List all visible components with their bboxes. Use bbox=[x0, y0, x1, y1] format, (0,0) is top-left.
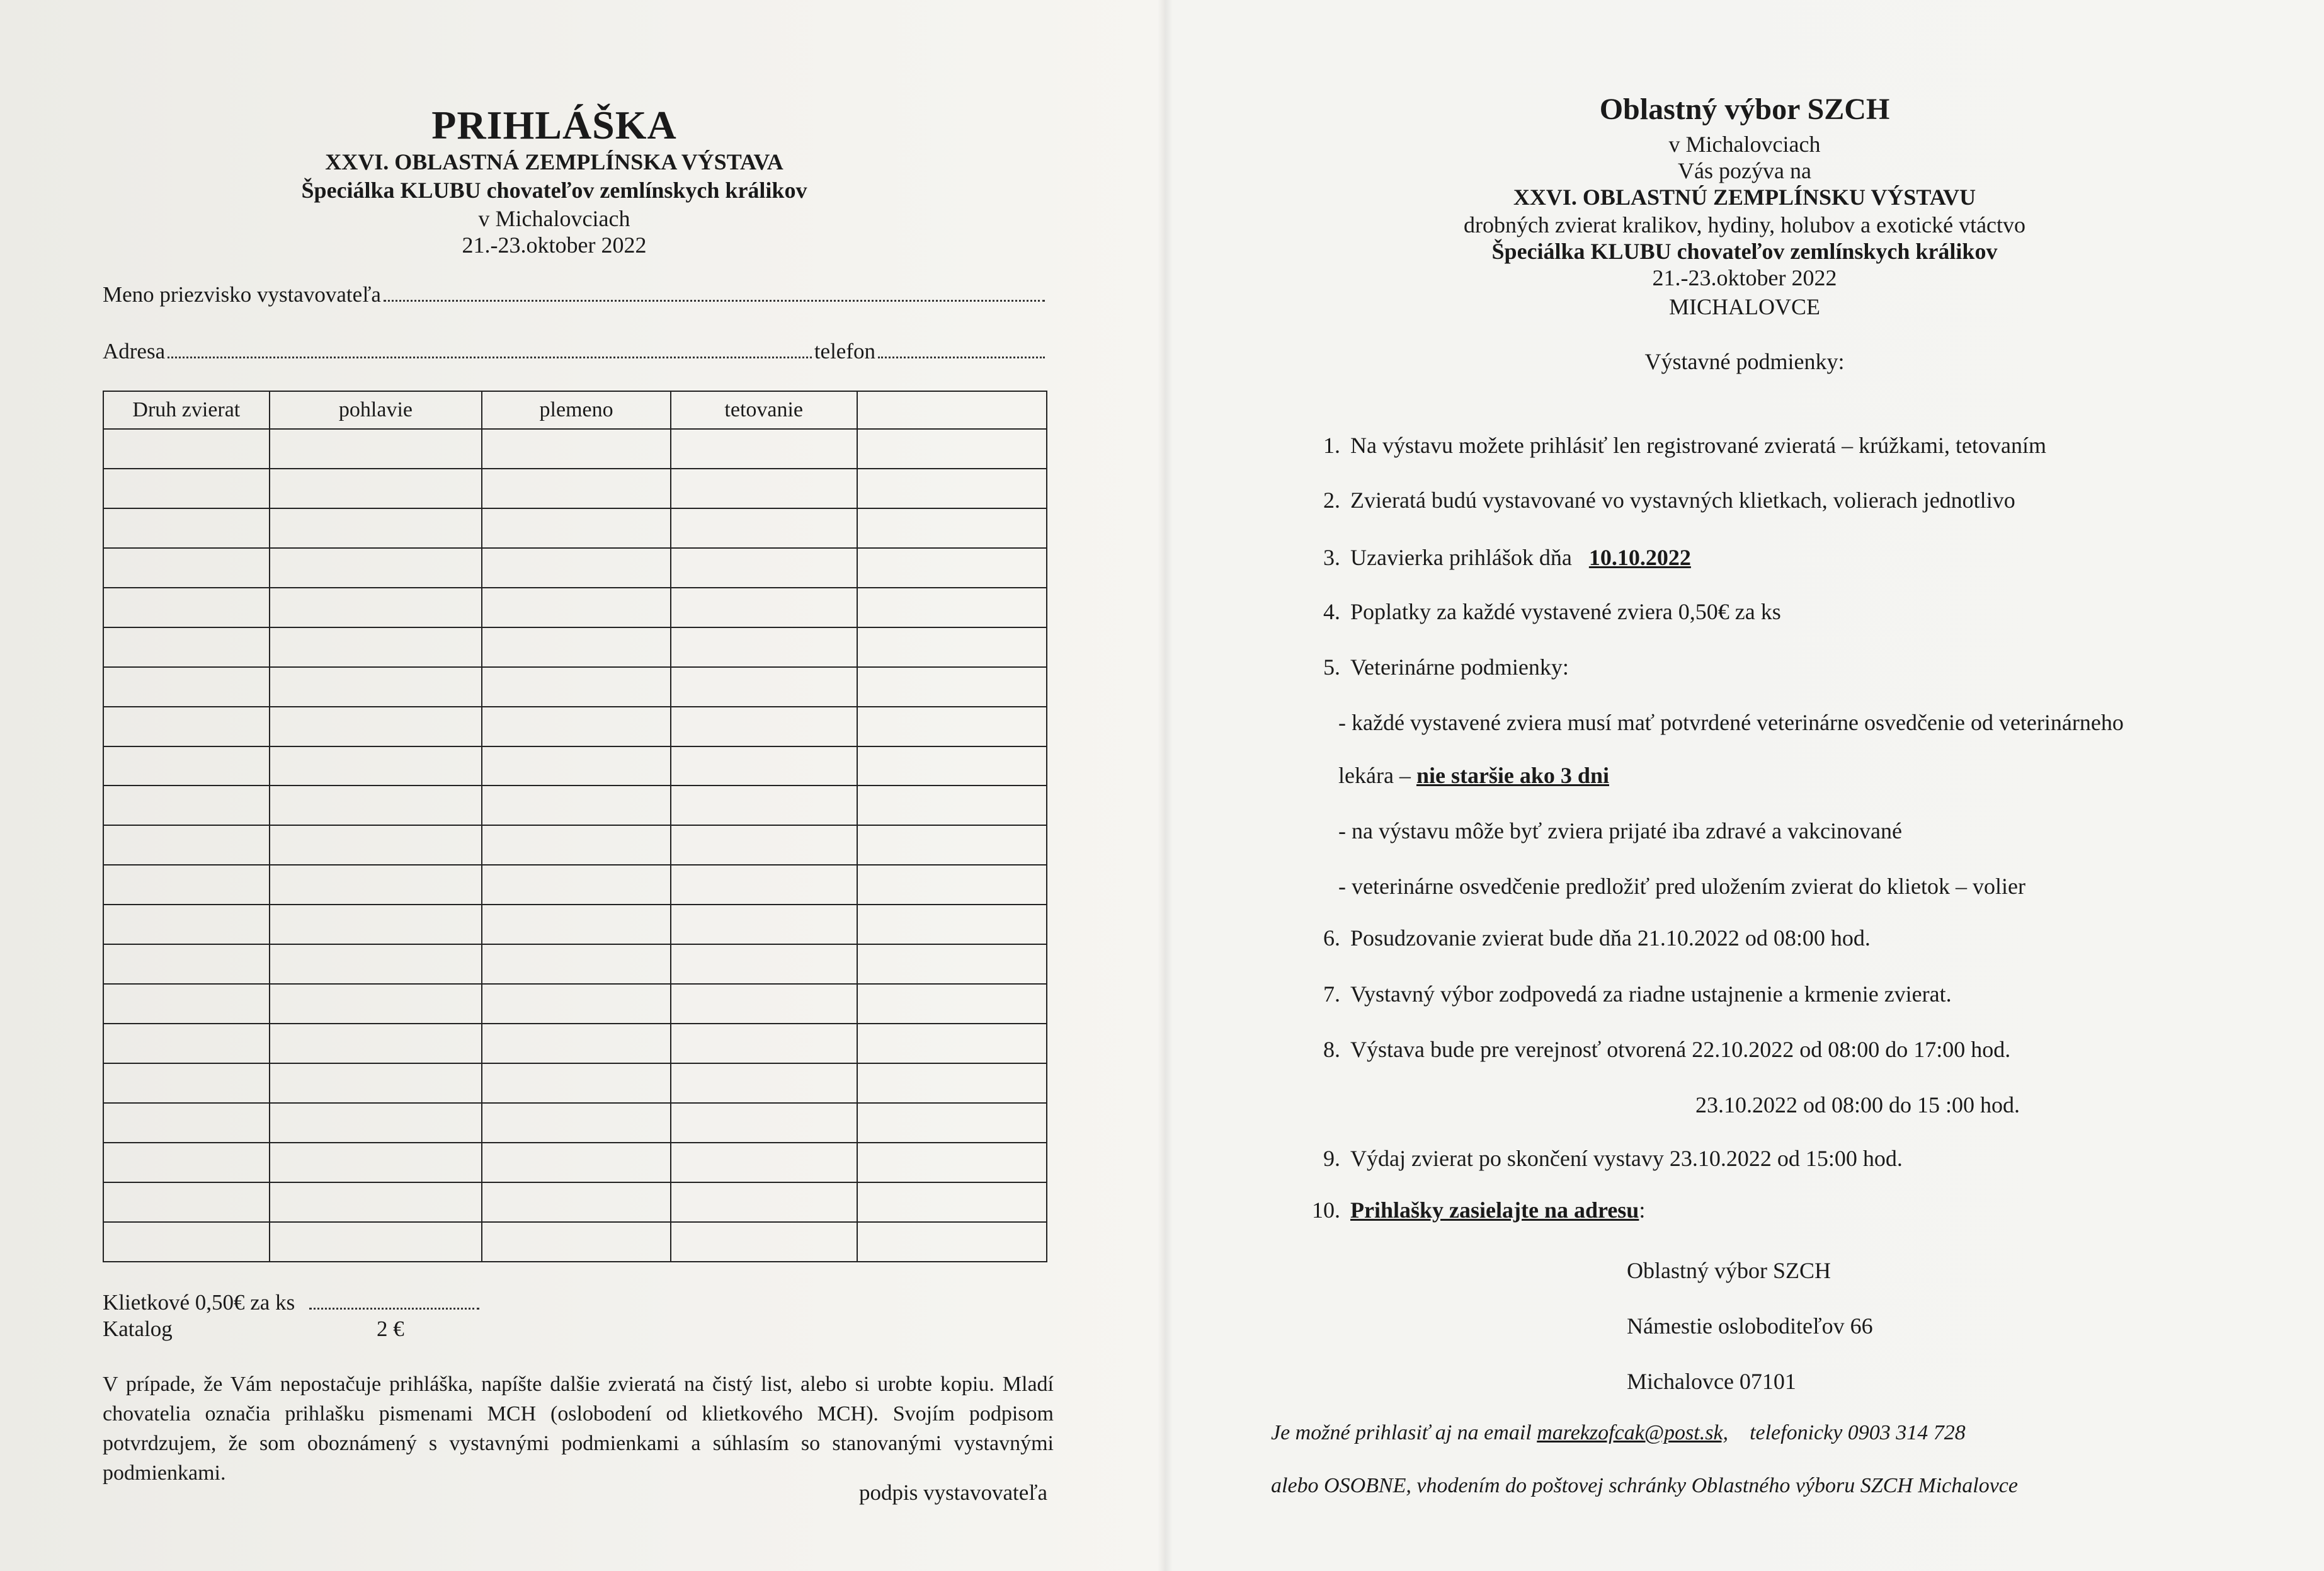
condition-2: 2. Zvieratá budú vystavované vo vystavných klietkach, volierach jednotlivo bbox=[1323, 488, 2015, 513]
table-cell[interactable] bbox=[103, 1143, 270, 1182]
condition-9: 9. Výdaj zvierat po skončení vystavy 23.10.2022 od 15:00 hod. bbox=[1323, 1146, 1903, 1171]
table-row bbox=[103, 1103, 1047, 1143]
table-cell[interactable] bbox=[671, 786, 857, 825]
invitation-event-desc: drobných zvierat kralikov, hydiny, holubov a exotické vtáctvo bbox=[1463, 212, 2026, 237]
table-cell[interactable] bbox=[270, 825, 482, 865]
invitation-location: v Michalovciach bbox=[1668, 132, 1821, 157]
address-dotted-line[interactable] bbox=[168, 350, 812, 358]
table-cell[interactable] bbox=[482, 746, 671, 786]
table-cell[interactable] bbox=[857, 627, 1047, 667]
table-cell[interactable] bbox=[671, 1182, 857, 1222]
table-row bbox=[103, 825, 1047, 865]
table-cell[interactable] bbox=[857, 905, 1047, 944]
table-cell[interactable] bbox=[103, 944, 270, 984]
table-cell[interactable] bbox=[671, 825, 857, 865]
deadline-date: 10.10.2022 bbox=[1588, 545, 1691, 570]
certificate-age-limit: nie staršie ako 3 dni bbox=[1416, 763, 1609, 788]
table-cell[interactable] bbox=[103, 786, 270, 825]
table-cell[interactable] bbox=[671, 984, 857, 1024]
table-cell[interactable] bbox=[482, 944, 671, 984]
address-field[interactable] bbox=[103, 339, 1047, 364]
table-cell[interactable] bbox=[671, 1024, 857, 1063]
table-row bbox=[103, 627, 1047, 667]
table-cell[interactable] bbox=[482, 1024, 671, 1063]
table-cell[interactable] bbox=[270, 548, 482, 588]
form-note: V prípade, že Vám nepostačuje prihláška, napíšte dalšie zvieratá na čistý list, alebo si urobte kopiu. Mladí chovatelia označia prihlašku pismenami MCH (oslobodení od klietkového MCH). Svojím podpisom potvrdzujem, že som oboznámený s vystavnými podmienkami a súhlasím so stanovanými vystavnými podmienkami. bbox=[103, 1373, 1054, 1485]
condition-4: 4. Poplatky za každé vystavené zviera 0,50€ za ks bbox=[1323, 599, 1781, 624]
cage-fee-dotted-line[interactable] bbox=[309, 1308, 479, 1310]
catalog-label: Katalog bbox=[103, 1317, 173, 1341]
table-cell[interactable] bbox=[103, 865, 270, 905]
col-header-tattoo: tetovanie bbox=[671, 391, 857, 429]
table-cell[interactable] bbox=[857, 944, 1047, 984]
condition-10: 10. Prihlašky zasielajte na adresu: bbox=[1312, 1197, 1646, 1223]
table-row bbox=[103, 667, 1047, 707]
table-cell[interactable] bbox=[270, 429, 482, 469]
table-cell[interactable] bbox=[103, 905, 270, 944]
invitation-invite: Vás pozýva na bbox=[1678, 158, 1811, 183]
form-subtitle: XXVI. OBLASTNÁ ZEMPLÍNSKA VÝSTAVA bbox=[325, 149, 783, 174]
phone-text: telefonicky 0903 314 728 bbox=[1750, 1421, 1966, 1444]
table-cell[interactable] bbox=[671, 588, 857, 627]
condition-7: 7. Vystavný výbor zodpovedá za riadne ustajnenie a krmenie zvierat. bbox=[1323, 981, 1952, 1007]
cage-fee-line bbox=[103, 1290, 479, 1315]
table-cell[interactable] bbox=[671, 1063, 857, 1103]
conditions-heading: Výstavné podmienky: bbox=[1644, 349, 1845, 374]
table-cell[interactable] bbox=[103, 508, 270, 548]
table-row bbox=[103, 1024, 1047, 1063]
table-cell[interactable] bbox=[270, 1103, 482, 1143]
table-cell[interactable] bbox=[482, 627, 671, 667]
table-cell[interactable] bbox=[270, 1024, 482, 1063]
table-cell[interactable] bbox=[671, 429, 857, 469]
table-cell[interactable] bbox=[857, 984, 1047, 1024]
invitation-special: Špeciálka KLUBU chovateľov zemlínskych králikov bbox=[1491, 239, 1998, 264]
address-line-3: Michalovce 07101 bbox=[1627, 1369, 1796, 1394]
table-cell[interactable] bbox=[103, 1103, 270, 1143]
table-cell[interactable] bbox=[671, 548, 857, 588]
table-cell[interactable] bbox=[270, 508, 482, 548]
invitation-title: Oblastný výbor SZCH bbox=[1599, 93, 1890, 126]
table-cell[interactable] bbox=[270, 1222, 482, 1262]
table-cell[interactable] bbox=[482, 707, 671, 746]
table-cell[interactable] bbox=[482, 1143, 671, 1182]
table-cell[interactable] bbox=[482, 429, 671, 469]
table-cell[interactable] bbox=[857, 429, 1047, 469]
table-cell[interactable] bbox=[482, 865, 671, 905]
catalog-line bbox=[103, 1317, 404, 1342]
table-cell[interactable] bbox=[103, 1182, 270, 1222]
table-cell[interactable] bbox=[482, 984, 671, 1024]
table-cell[interactable] bbox=[857, 548, 1047, 588]
table-cell[interactable] bbox=[270, 667, 482, 707]
table-cell[interactable] bbox=[857, 1103, 1047, 1143]
table-cell[interactable] bbox=[270, 469, 482, 508]
phone-dotted-line[interactable] bbox=[878, 350, 1045, 358]
table-cell[interactable] bbox=[857, 588, 1047, 627]
table-cell[interactable] bbox=[270, 1182, 482, 1222]
table-row bbox=[103, 508, 1047, 548]
table-cell[interactable] bbox=[671, 1143, 857, 1182]
table-cell[interactable] bbox=[103, 1024, 270, 1063]
table-cell[interactable] bbox=[857, 667, 1047, 707]
table-cell[interactable] bbox=[671, 707, 857, 746]
form-date: 21.-23.oktober 2022 bbox=[462, 232, 647, 258]
email-link[interactable]: marekzofcak@post.sk, bbox=[1537, 1421, 1729, 1444]
address-label: Adresa bbox=[103, 339, 166, 363]
table-cell[interactable] bbox=[671, 1222, 857, 1262]
table-cell[interactable] bbox=[482, 1222, 671, 1262]
condition-8-second-day: 23.10.2022 od 08:00 do 15 :00 hod. bbox=[1695, 1092, 2020, 1117]
table-cell[interactable] bbox=[103, 429, 270, 469]
table-cell[interactable] bbox=[857, 1143, 1047, 1182]
address-line-1: Oblastný výbor SZCH bbox=[1627, 1258, 1831, 1283]
invitation-city: MICHALOVCE bbox=[1669, 294, 1820, 319]
table-row bbox=[103, 429, 1047, 469]
table-cell[interactable] bbox=[857, 1182, 1047, 1222]
table-cell[interactable] bbox=[103, 746, 270, 786]
form-special-club: Špeciálka KLUBU chovateľov zemlínskych králikov bbox=[301, 178, 807, 203]
condition-5a: - každé vystavené zviera musí mať potvrdené veterinárne osvedčenie od veterinárneho bbox=[1338, 710, 2124, 735]
table-cell[interactable] bbox=[671, 1103, 857, 1143]
table-cell[interactable] bbox=[857, 1024, 1047, 1063]
condition-1: 1. Na výstavu možete prihlásiť len registrované zvieratá – krúžkami, tetovaním bbox=[1323, 433, 2046, 458]
invitation-event: XXVI. OBLASTNÚ ZEMPLÍNSKU VÝSTAVU bbox=[1513, 185, 1976, 210]
table-cell[interactable] bbox=[103, 627, 270, 667]
table-cell[interactable] bbox=[103, 1063, 270, 1103]
table-cell[interactable] bbox=[482, 548, 671, 588]
table-cell[interactable] bbox=[671, 627, 857, 667]
form-location: v Michalovciach bbox=[478, 206, 630, 231]
table-row bbox=[103, 865, 1047, 905]
table-cell[interactable] bbox=[857, 707, 1047, 746]
personal-delivery-line: alebo OSOBNE, vhodením do poštovej schránky Oblastného výboru SZCH Michalovce bbox=[1271, 1474, 2018, 1497]
table-cell[interactable] bbox=[103, 825, 270, 865]
table-cell[interactable] bbox=[103, 469, 270, 508]
table-cell[interactable] bbox=[103, 667, 270, 707]
table-cell[interactable] bbox=[103, 984, 270, 1024]
col-header-breed: plemeno bbox=[482, 391, 671, 429]
animal-entry-table bbox=[103, 391, 1047, 1262]
invitation-date: 21.-23.oktober 2022 bbox=[1652, 265, 1837, 290]
col-header-sex: pohlavie bbox=[270, 391, 482, 429]
table-cell[interactable] bbox=[857, 746, 1047, 786]
table-row bbox=[103, 1222, 1047, 1262]
name-dotted-line[interactable] bbox=[384, 294, 1045, 302]
col-header-animal-type: Druh zvierat bbox=[103, 391, 270, 429]
table-cell[interactable] bbox=[482, 588, 671, 627]
table-cell[interactable] bbox=[103, 548, 270, 588]
table-row bbox=[103, 984, 1047, 1024]
table-cell[interactable] bbox=[857, 865, 1047, 905]
table-cell[interactable] bbox=[857, 469, 1047, 508]
table-row bbox=[103, 469, 1047, 508]
table-cell[interactable] bbox=[270, 707, 482, 746]
table-row bbox=[103, 1182, 1047, 1222]
form-title: PRIHLÁŠKA bbox=[431, 103, 677, 147]
table-cell[interactable] bbox=[270, 865, 482, 905]
table-cell[interactable] bbox=[103, 707, 270, 746]
table-cell[interactable] bbox=[103, 1222, 270, 1262]
table-cell[interactable] bbox=[671, 905, 857, 944]
table-cell[interactable] bbox=[857, 1063, 1047, 1103]
catalog-price: 2 € bbox=[377, 1317, 404, 1341]
table-cell[interactable] bbox=[671, 944, 857, 984]
table-cell[interactable] bbox=[270, 984, 482, 1024]
table-cell[interactable] bbox=[671, 865, 857, 905]
table-cell[interactable] bbox=[103, 588, 270, 627]
condition-6: 6. Posudzovanie zvierat bude dňa 21.10.2022 od 08:00 hod. bbox=[1323, 925, 1871, 951]
table-cell[interactable] bbox=[482, 905, 671, 944]
table-cell[interactable] bbox=[482, 1063, 671, 1103]
table-row bbox=[103, 707, 1047, 746]
table-cell[interactable] bbox=[857, 1222, 1047, 1262]
condition-5c: - na výstavu môže byť zviera prijaté iba zdravé a vakcinované bbox=[1338, 818, 1902, 843]
table-cell[interactable] bbox=[270, 786, 482, 825]
table-cell[interactable] bbox=[270, 588, 482, 627]
condition-5: 5. Veterinárne podmienky: bbox=[1323, 654, 1569, 680]
name-field[interactable] bbox=[103, 282, 1047, 307]
table-cell[interactable] bbox=[270, 1063, 482, 1103]
table-cell[interactable] bbox=[671, 469, 857, 508]
table-cell[interactable] bbox=[270, 746, 482, 786]
table-row bbox=[103, 944, 1047, 984]
table-cell[interactable] bbox=[482, 469, 671, 508]
table-row bbox=[103, 746, 1047, 786]
table-cell[interactable] bbox=[671, 508, 857, 548]
table-cell[interactable] bbox=[857, 786, 1047, 825]
cage-fee-label: Klietkové 0,50€ za ks bbox=[103, 1290, 295, 1315]
table-row bbox=[103, 548, 1047, 588]
table-cell[interactable] bbox=[270, 627, 482, 667]
table-cell[interactable] bbox=[857, 508, 1047, 548]
table-row bbox=[103, 786, 1047, 825]
table-row bbox=[103, 905, 1047, 944]
table-cell[interactable] bbox=[270, 905, 482, 944]
table-cell[interactable] bbox=[857, 825, 1047, 865]
col-header-blank bbox=[857, 391, 1047, 429]
table-cell[interactable] bbox=[270, 1143, 482, 1182]
table-row bbox=[103, 1143, 1047, 1182]
table-row bbox=[103, 588, 1047, 627]
condition-5d: - veterinárne osvedčenie predložiť pred uložením zvierat do klietok – volier bbox=[1338, 874, 2025, 899]
table-cell[interactable] bbox=[482, 1103, 671, 1143]
table-row bbox=[103, 1063, 1047, 1103]
table-cell[interactable] bbox=[270, 944, 482, 984]
email-line: Je možné prihlasiť aj na email marekzofcak@post.sk, telefonicky 0903 314 728 bbox=[1271, 1421, 1966, 1444]
table-cell[interactable] bbox=[671, 746, 857, 786]
table-cell[interactable] bbox=[671, 667, 857, 707]
table-header-row bbox=[103, 391, 1047, 429]
address-line-2: Námestie osloboditeľov 66 bbox=[1627, 1313, 1873, 1339]
condition-3: 3. Uzavierka prihlášok dňa 10.10.2022 bbox=[1323, 545, 1691, 570]
condition-5b: lekára – nie staršie ako 3 dni bbox=[1338, 763, 1609, 788]
table-cell[interactable] bbox=[482, 508, 671, 548]
condition-8: 8. Výstava bude pre verejnosť otvorená 22.10.2022 od 08:00 do 17:00 hod. bbox=[1323, 1037, 2011, 1062]
table-cell[interactable] bbox=[482, 1182, 671, 1222]
signature-label: podpis vystavovateľa bbox=[858, 1480, 1047, 1505]
table-cell[interactable] bbox=[482, 786, 671, 825]
phone-label: telefon bbox=[814, 339, 875, 363]
table-cell[interactable] bbox=[482, 667, 671, 707]
name-label: Meno priezvisko vystavovateľa bbox=[103, 282, 381, 307]
table-cell[interactable] bbox=[482, 825, 671, 865]
